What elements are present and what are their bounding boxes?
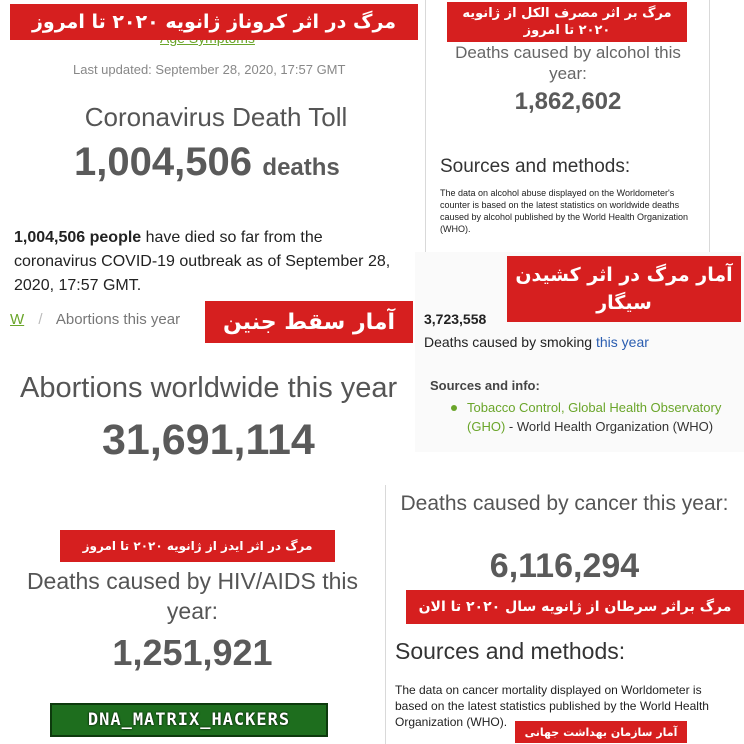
smoking-count: 3,723,558 (424, 311, 487, 327)
divider (709, 0, 710, 252)
hiv-count: 1,251,921 (112, 632, 273, 673)
divider (385, 485, 386, 744)
abortion-title: Abortions worldwide this year (20, 372, 398, 404)
breadcrumb-home-link[interactable]: W (10, 311, 25, 328)
cancer-count: 6,116,294 (489, 547, 640, 585)
abortion-persian-label: آمار سقط جنین (205, 301, 413, 343)
last-updated: Last updated: September 28, 2020, 17:57 GMT (73, 62, 346, 77)
smoking-persian-label (507, 256, 741, 322)
smoking-source-text: - World Health Organization (WHO) (505, 419, 714, 434)
alcohol-label-line1: مرگ بر اثر مصرف الکل از ژانویه (462, 6, 672, 21)
smoking-label-line1: آمار مرگ در اثر کشیدن (515, 264, 733, 286)
coronavirus-panel (0, 0, 425, 300)
corona-count: 1,004,506 (74, 140, 252, 184)
corona-title: Coronavirus Death Toll (84, 102, 348, 132)
smoking-panel (415, 252, 744, 452)
breadcrumb-current: Abortions this year (55, 311, 181, 328)
hiv-persian-label: مرگ در اثر ایدز از ژانویه ۲۰۲۰ تا امروز (60, 530, 335, 562)
cancer-caption: Deaths caused by cancer this year: (400, 492, 729, 515)
breadcrumb-separator: / (38, 311, 43, 328)
alcohol-panel (425, 0, 744, 252)
alcohol-persian-label (447, 2, 687, 42)
smoking-sources-heading: Sources and info: (430, 378, 540, 393)
smoking-caption: Deaths caused by smoking (424, 334, 596, 350)
corona-paragraph-bold: 1,004,506 people (14, 229, 142, 246)
alcohol-count: 1,862,602 (514, 88, 622, 115)
divider (425, 0, 426, 252)
watermark-badge: DNA_MATRIX_HACKERS (50, 703, 328, 737)
corona-counter (74, 140, 340, 185)
smoking-source-link[interactable]: Tobacco Control, Global Health Observatory (GHO) (467, 400, 722, 434)
smoking-source-item (467, 398, 737, 436)
smoking-caption-row (424, 334, 649, 350)
abortion-panel (0, 300, 415, 485)
smoking-label-line2: سیگار (596, 292, 652, 314)
cancer-persian-label-2: آمار سازمان بهداشت جهانی (515, 721, 687, 743)
alcohol-label-line2: ۲۰۲۰ تا امروز (523, 23, 611, 38)
hiv-panel (0, 490, 385, 744)
alcohol-caption: Deaths caused by alcohol this year: (455, 43, 681, 83)
breadcrumb (10, 311, 180, 328)
cancer-persian-label: مرگ براثر سرطان از ژانویه سال ۲۰۲۰ تا الان (406, 590, 744, 624)
abortion-count: 31,691,114 (102, 416, 315, 464)
alcohol-sources-heading: Sources and methods: (440, 156, 631, 177)
cancer-sources-heading: Sources and methods: (395, 638, 626, 664)
corona-persian-label: مرگ در اثر کروناز ژانویه ۲۰۲۰ تا امروز (10, 4, 418, 40)
hiv-caption: Deaths caused by HIV/AIDS this year: (26, 568, 359, 624)
cancer-sources-text: The data on cancer mortality displayed on Worldometer is based on the latest statistics published by the World Health Organization (WHO). (395, 683, 709, 729)
corona-paragraph-text: have died so far from the coronavirus COVID-19 outbreak as of September 28, 2020, 17:57 GMT. (14, 229, 391, 294)
corona-count-unit: deaths (262, 154, 340, 181)
alcohol-sources-text: The data on alcohol abuse displayed on the Worldometer's counter is based on the latest statistics on worldwide deaths caused by alcohol published by the World Health Organization (WHO). (440, 188, 688, 234)
bullet-icon (451, 405, 457, 411)
cancer-panel (385, 485, 744, 744)
corona-paragraph (14, 226, 409, 298)
smoking-this-year-link[interactable]: this year (595, 334, 649, 350)
